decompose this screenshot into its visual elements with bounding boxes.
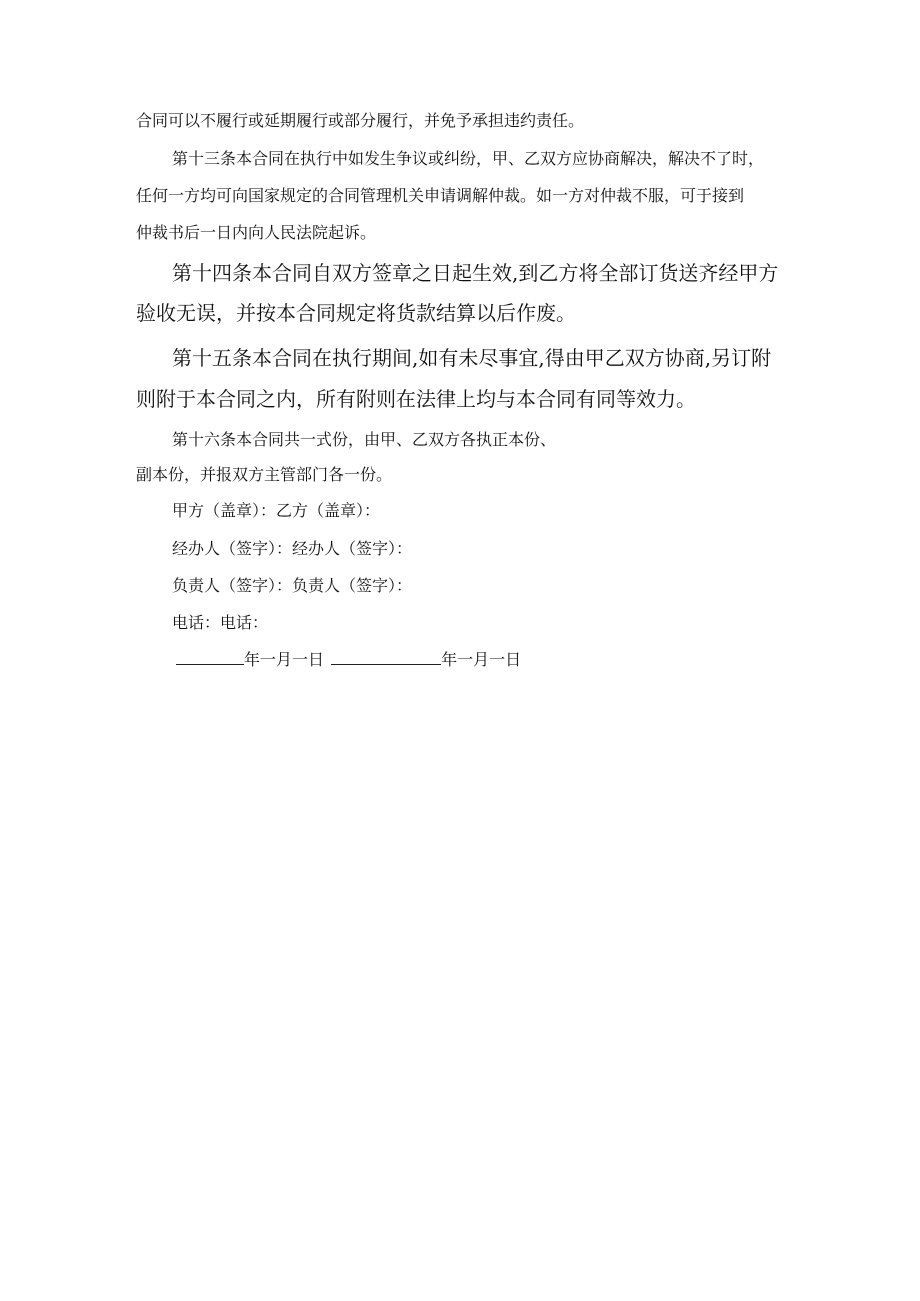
- clause-16-line-2: 副本份，并报双方主管部门各一份。: [136, 465, 393, 484]
- clause-14-line-2: 验收无误，并按本合同规定将货款结算以后作废。: [136, 301, 576, 325]
- party-seal-line: 甲方（盖章）：乙方（盖章）：: [172, 501, 381, 520]
- date-a-label: 年一月一日: [244, 650, 325, 669]
- clause-12-continuation: 合同可以不履行或延期履行或部分履行，并免予承担违约责任。: [136, 111, 585, 130]
- date-blank-b[interactable]: [331, 650, 441, 665]
- date-b-label: 年一月一日: [441, 650, 522, 669]
- clause-15-line-2: 则附于本合同之内，所有附则在法律上均与本合同有同等效力。: [136, 387, 696, 411]
- phone-line: 电话：电话：: [172, 613, 269, 632]
- agent-signature-line: 经办人（签字）：经办人（签字）：: [172, 539, 413, 558]
- clause-14-line-1: 第十四条本合同自双方签章之日起生效,到乙方将全部订货送齐经甲方: [172, 261, 779, 285]
- responsible-signature-line: 负责人（签字）：负责人（签字）：: [172, 576, 413, 595]
- clause-13-line-1: 第十三条本合同在执行中如发生争议或纠纷，甲、乙双方应协商解决，解决不了时，: [172, 149, 765, 168]
- clause-16-line-1: 第十六条本合同共一式份，由甲、乙双方各执正本份、: [172, 430, 557, 449]
- clause-15-line-1: 第十五条本合同在执行期间,如有未尽事宜,得由甲乙双方协商,另订附: [172, 346, 772, 370]
- clause-13-line-2: 任何一方均可向国家规定的合同管理机关申请调解仲裁。如一方对仲裁不服，可于接到: [136, 186, 745, 205]
- clause-13-line-3: 仲裁书后一日内向人民法院起诉。: [136, 223, 377, 242]
- date-blank-a[interactable]: [176, 650, 244, 665]
- date-line: [176, 647, 521, 670]
